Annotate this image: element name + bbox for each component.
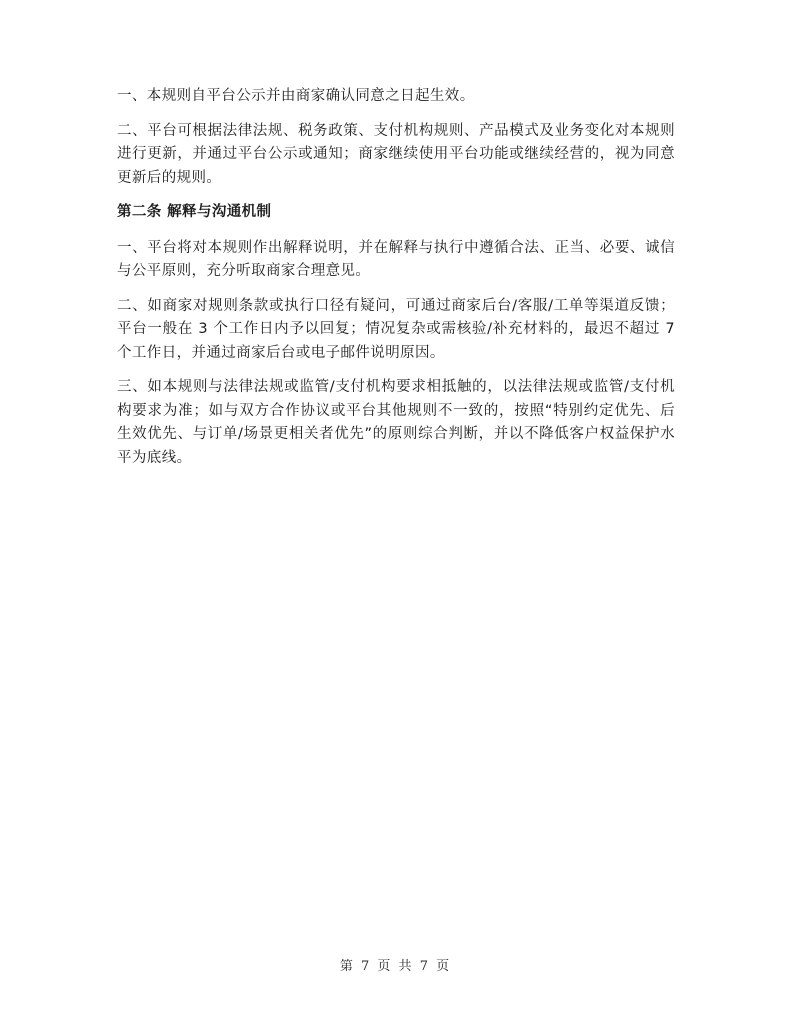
body-paragraph: 一、本规则自平台公示并由商家确认同意之日起生效。: [117, 88, 475, 104]
section-heading: 第二条 解释与沟通机制: [117, 204, 272, 220]
body-paragraph: 二、平台可根据法律法规、税务政策、支付机构规则、产品模式及业务变化对本规则进行更新，并通过平台公示或通知；商家继续使用平台功能或继续经营的，视为同意更新后的规则。: [117, 122, 675, 186]
body-paragraph: 三、如本规则与法律法规或监管/支付机构要求相抵触的，以法律法规或监管/支付机构要求为准；如与双方合作协议或平台其他规则不一致的，按照“特别约定优先、后生效优先、与订单/场景更相关者优先”的原则综合判断，并以不降低客户权益保护水平为底线。: [117, 379, 675, 466]
body-paragraph: 二、如商家对规则条款或执行口径有疑问，可通过商家后台/客服/工单等渠道反馈；平台一般在 3 个工作日内予以回复；情况复杂或需核验/补充材料的，最迟不超过 7 个工作日，并通过商家后台或电子邮件说明原因。: [117, 297, 675, 361]
body-paragraph: 一、平台将对本规则作出解释说明，并在解释与执行中遵循合法、正当、必要、诚信与公平原则，充分听取商家合理意见。: [117, 239, 675, 279]
page-number-indicator: 第 7 页 共 7 页: [339, 959, 452, 974]
page-footer: [0, 955, 791, 974]
document-body: [117, 85, 675, 481]
